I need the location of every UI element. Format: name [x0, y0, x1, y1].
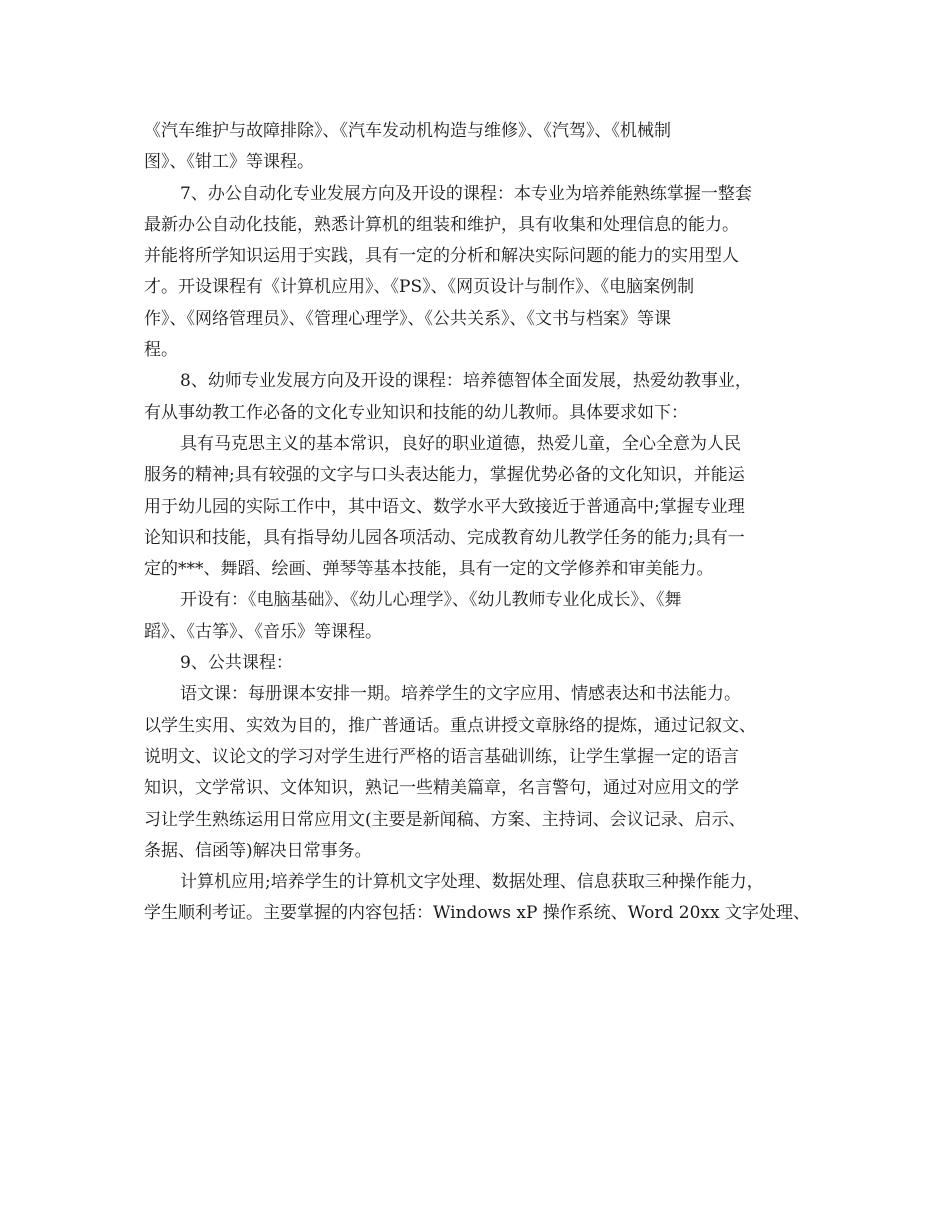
text-line: 《汽车维护与故障排除》、《汽车发动机构造与维修》、《汽驾》、《机械制	[144, 121, 671, 141]
text-line: 用于幼儿园的实际工作中，其中语文、数学水平大致接近于普通高中;掌握专业理	[144, 496, 745, 517]
text-line: 计算机应用;培养学生的计算机文字处理、数据处理、信息获取三种操作能力，	[180, 872, 764, 893]
text-line: 语文课：每册课本安排一期。培养学生的文字应用、情感表达和书法能力。	[180, 684, 741, 705]
text-line: 习让学生熟练运用日常应用文(主要是新闻稿、方案、主持词、会议记录、启示、	[144, 809, 746, 830]
text-line: 具有马克思主义的基本常识，良好的职业道德，热爱儿童，全心全意为人民	[180, 433, 741, 454]
text-line: 以学生实用、实效为目的，推广普通话。重点讲授文章脉络的提炼，通过记叙文、	[144, 715, 756, 736]
text-line: 有从事幼教工作必备的文化专业知识和技能的幼儿教师。具体要求如下：	[144, 402, 688, 423]
text-line: 条据、信函等)解决日常事务。	[144, 840, 372, 861]
text-line: 才。开设课程有《计算机应用》、《PS》、《网页设计与制作》、《电脑案例制	[144, 277, 695, 298]
text-line: 论知识和技能，具有指导幼儿园各项活动、完成教育幼儿教学任务的能力;具有一	[144, 527, 745, 548]
text-line: 并能将所学知识运用于实践，具有一定的分析和解决实际问题的能力的实用型人	[144, 246, 739, 267]
text-line: 7、办公自动化专业发展方向及开设的课程：本专业为培养能熟练掌握一整套	[180, 183, 752, 204]
text-line: 定的***、舞蹈、绘画、弹琴等基本技能，具有一定的文学修养和审美能力。	[144, 559, 714, 580]
text-line: 图》、《钳工》等课程。	[144, 152, 314, 173]
text-line: 开设有：《电脑基础》、《幼儿心理学》、《幼儿教师专业化成长》、《舞	[180, 590, 682, 611]
document-body	[144, 116, 834, 930]
text-line: 9、公共课程：	[180, 653, 293, 674]
text-line: 蹈》、《古筝》、《音乐》等课程。	[144, 621, 382, 642]
text-line: 服务的精神;具有较强的文字与口头表达能力，掌握优势必备的文化知识，并能运	[144, 465, 745, 486]
text-line: 学生顺利考证。主要掌握的内容包括：Windows xP 操作系统、Word 20xx 文字处理、	[144, 903, 810, 924]
text-line: 说明文、议论文的学习对学生进行严格的语言基础训练，让学生掌握一定的语言	[144, 746, 739, 767]
text-line: 作》、《网络管理员》、《管理心理学》、《公共关系》、《文书与档案》等课	[144, 308, 671, 329]
text-line: 8、幼师专业发展方向及开设的课程：培养德智体全面发展，热爱幼教事业，	[180, 371, 752, 392]
text-line: 最新办公自动化技能，熟悉计算机的组装和维护，具有收集和处理信息的能力。	[144, 214, 739, 235]
text-line: 知识，文学常识、文体知识，熟记一些精美篇章，名言警句，通过对应用文的学	[144, 778, 739, 799]
text-line: 程。	[144, 340, 178, 361]
